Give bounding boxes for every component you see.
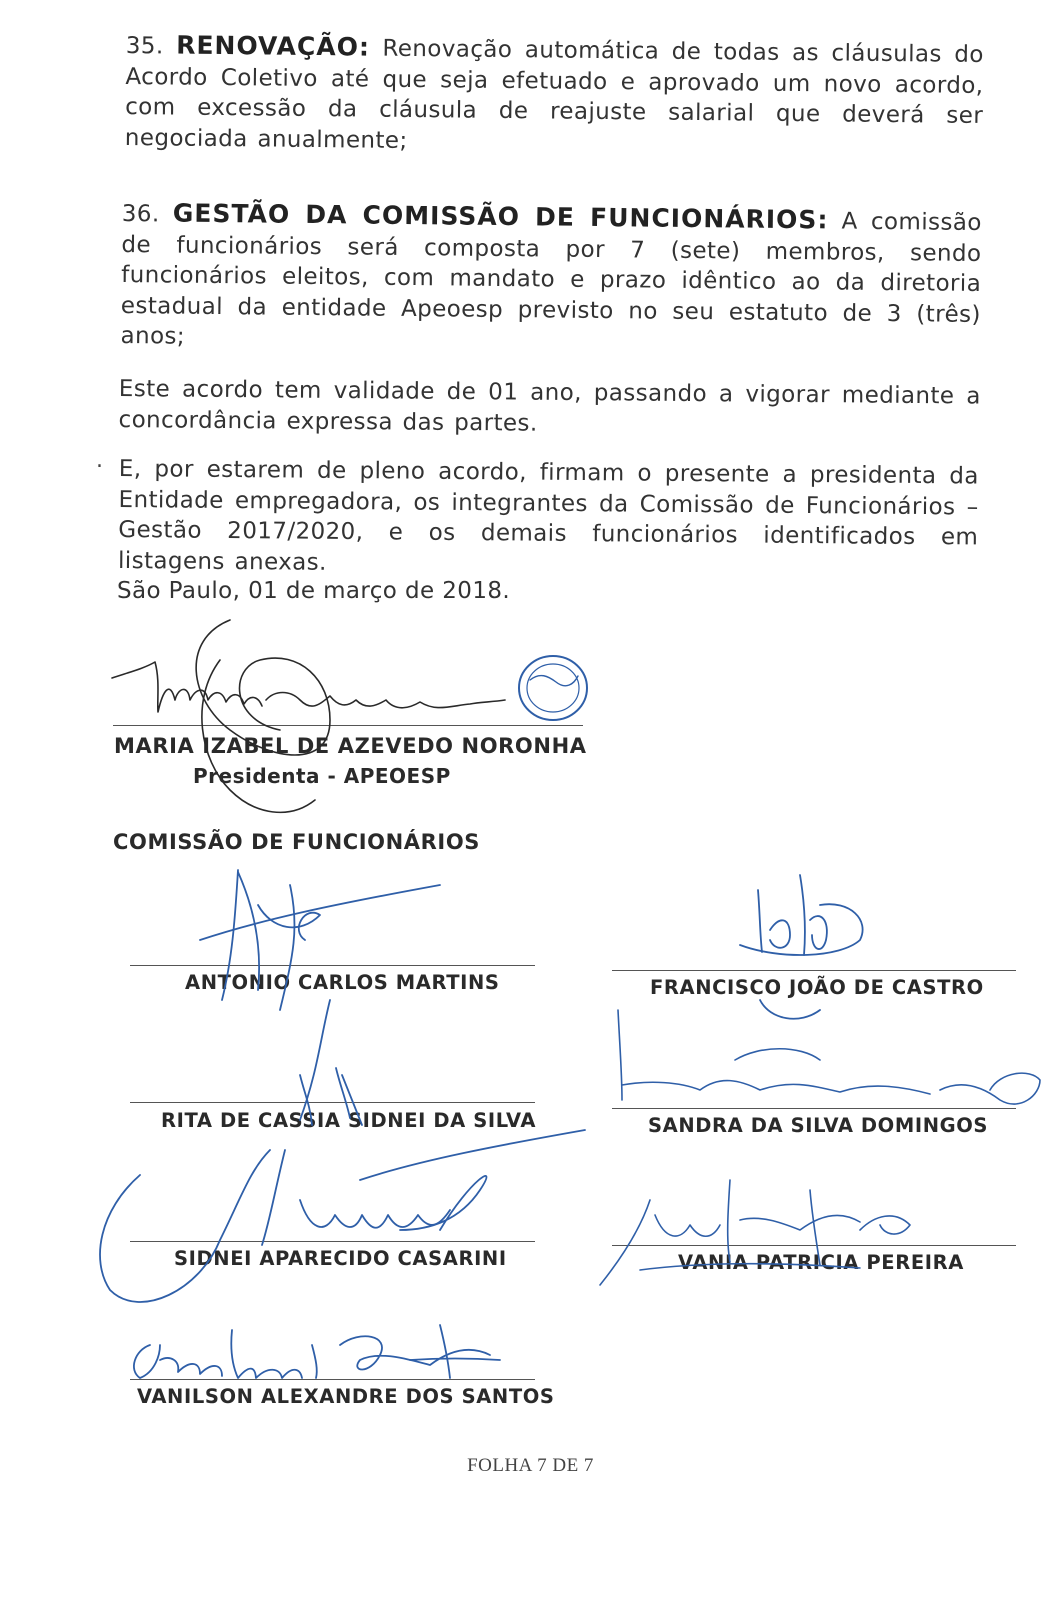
closing-paragraph: E, por estarem de pleno acordo, firmam o presente a presidenta da Entidade empregadora, os integrantes da Comissão de Funcionários – Gestão 2017/2020, e os demais funcionários identificados em listagens anexas.: [117, 455, 979, 576]
signatory-name-sidnei: SIDNEI APARECIDO CASARINI: [174, 1247, 507, 1270]
signature-line-rita: [130, 1102, 535, 1103]
margin-dot: .: [96, 448, 103, 473]
sandra-signature: [618, 1010, 1040, 1104]
clause-36-text: A comissão de funcionários será composta por 7 (sete) membros, sendo funcionários eleitos, com mandato e prazo idêntico ao da diretoria estadual da entidade Apeoesp previsto no seu estatuto de 3 (três) anos;: [120, 208, 982, 350]
page-footer: FOLHA 7 DE 7: [467, 1455, 594, 1476]
signature-line-vania: [612, 1245, 1016, 1246]
signatory-name-vania: VANIA PATRICIA PEREIRA: [678, 1251, 964, 1274]
rita-signature: [300, 1000, 362, 1125]
signatory-name-vanilson: VANILSON ALEXANDRE DOS SANTOS: [137, 1385, 555, 1408]
clause-35-number: 35.: [125, 32, 164, 60]
president-signature-line: [113, 725, 583, 726]
sidnei-signature: [100, 1130, 585, 1302]
signature-line-antonio: [130, 965, 535, 966]
signatory-name-rita: RITA DE CASSIA SIDNEI DA SILVA: [161, 1109, 537, 1132]
signatory-name-antonio: ANTONIO CARLOS MARTINS: [185, 971, 500, 994]
stamp: [519, 656, 587, 720]
signature-line-sidnei: [130, 1241, 535, 1242]
clause-35-text: Renovação automática de todas as cláusulas do Acordo Coletivo até que seja efetuado e aprovado um novo acordo, com excessão da cláusula de reajuste salarial que deverá ser negociada anualmente;: [124, 35, 984, 154]
signature-line-vanilson: [130, 1379, 535, 1380]
clause-36-number: 36.: [121, 200, 160, 228]
clause-35: [125, 30, 984, 162]
clause-36-heading: GESTÃO DA COMISSÃO DE FUNCIONÁRIOS:: [172, 198, 829, 235]
clause-35-heading: RENOVAÇÃO:: [176, 30, 371, 62]
vanilson-signature: [134, 1325, 500, 1378]
date-line: São Paulo, 01 de março de 2018.: [117, 578, 511, 604]
validity-paragraph: Este acordo tem validade de 01 ano, passando a vigorar mediante a concordância expressa das partes.: [118, 375, 981, 437]
signatory-name-francisco: FRANCISCO JOÃO DE CASTRO: [650, 976, 984, 999]
signature-line-sandra: [612, 1108, 1016, 1109]
signatory-name-sandra: SANDRA DA SILVA DOMINGOS: [648, 1114, 989, 1137]
president-role: Presidenta - APEOESP: [193, 764, 451, 788]
president-name: MARIA IZABEL DE AZEVEDO NORONHA: [114, 734, 587, 758]
commission-heading: COMISSÃO DE FUNCIONÁRIOS: [113, 830, 481, 854]
signature-line-francisco: [612, 970, 1016, 971]
clause-36: [120, 198, 982, 360]
